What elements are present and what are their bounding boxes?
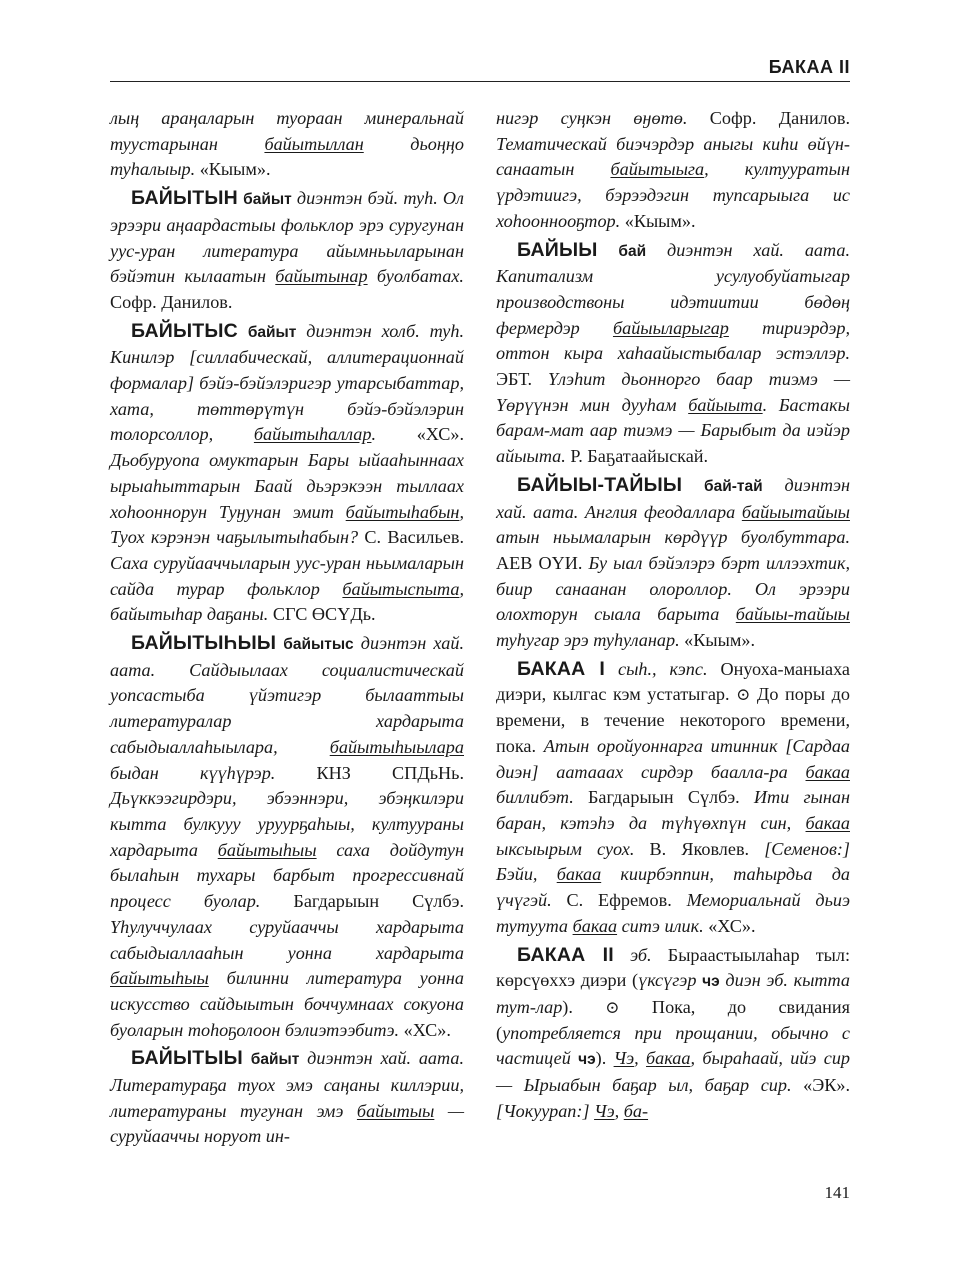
entry-continuation: нигэр суӊкэн өӈөтө. Софр. Данилов. Тематическай биэчэрдэр аныгы киһи өйүн-санаатын байытыыга, култууратын үрдэтиигэ, бэрээдэгин тупсарыыга ис хоһооннооҕтор. «Кыым». <box>496 108 850 231</box>
dictionary-entry: БАЙЫТЫҺЫЫ байытыс диэнтэн хай. аата. Сайдыылаах социалистическай уопсастыба үйэтигэр былааттыы литературалар хардарыта сабыдыаллаһыылара, байытыһыылара быдан күүһүрэр. КНЗ СПДьНь. Дьүккээгирдэри, эбээннэри, эбэӊкилэри кытта булкууу уруурҕаһыы, култуураны хардарыта байытыһыы саха дойдутун былаһын тухары барбыт прогрессивнай процесс буолар. Багдарыын Сүлбэ. Үһулуччулаах суруйааччы хардарыта сабыдыаллааһын уонна хардарыта байытыһыы билинни литература уонна искусство сайдыытын боччумнаах сокуона буоларын тоһоҕолоон бэлиэтээбитэ. «ХС». <box>110 632 464 1040</box>
dictionary-entry: БАЙЫТЫН байыт диэнтэн бэй. туһ. Ол эрээри аӊаардастыы фольклор эрэ суругунан уус-уран литература айымньыларынан бэйэтин кылаатын байытынар буолбатах. Софр. Данилов. <box>110 187 464 312</box>
dictionary-entry: БАЙЫТЫС байыт диэнтэн холб. туһ. Кинилэр [силлабическай, аллитерационнай формалар] бэйэ-бэйэлэригэр утарсыбаттар, хата, төттөрүтүн бэйэ-бэйэлэрин толорсоллор, байытыһаллар. «ХС». Дьобуруопа омуктарын Бары ыйааһыннаах ырыаһыттарын Баай дьэрэкээн тыллаах хоһооннорун Туӈунан эмит байытыһабын, Туох кэрэнэн чаҕылытыһабын? С. Васильев. Саха суруйааччыларын уус-уран ньымаларын сайда турар фольклор байытыспыта, байытыһар даҕаны. СГС ӨСҮДь. <box>110 319 465 625</box>
headword: БАЙЫТЫЫ <box>131 1047 243 1070</box>
dictionary-entry: БАЙЫЫ бай диэнтэн хай. аата. Капитализм усулуобуйатыгар производствоны идэтиитии бөдөӊ фермердэр байыыларыгар тириэрдэр, оттон кыра хаһаайыстыбалар эстэллэр. ЭБТ. Үлэһит дьоннорго баар тиэмэ — Үөрүүнэн мин дууһам байыыта. Бастакы барам-мат аар тиэмэ — Барыбыт да иэйэр айыыта. Р. Баҕатаайыскай. <box>496 238 851 467</box>
dictionary-entry: БАЙЫТЫЫ байыт диэнтэн хай. аата. Литератураҕа туох эмэ саӊаны киллэрии, литератураны тугунан эмэ байытыы — суруйааччы норуот ин- <box>110 1047 465 1147</box>
left-column <box>110 106 464 1150</box>
right-column <box>496 106 850 1124</box>
headword: БАКАА I <box>517 657 606 680</box>
page-header <box>110 55 850 82</box>
headword: БАЙЫТЫҺЫЫ <box>131 632 277 655</box>
dictionary-entry: БАКАА I сыһ., кэпс. Онуоха-маныаха диэри, кылгас кэм устатыгар. ⊙ До поры до времени, в течение некоторого времени, пока. Атын оройуоннарга итинник [Сардаа диэн] аатааах сирдэр баалла-ра бакаа биллибэт. Багдарыын Сүлбэ. Ити гынан баран, кэтэһэ да түһүөхпүн син, бакаа ыксыырым суох. В. Яковлев. [Семенов:] Бэйи, бакаа киирбэппин, таһырдьа да үчүгэй. С. Ефремов. Мемориальнай дьиэ тутуута бакаа ситэ илик. «ХС». <box>496 657 851 936</box>
dictionary-entry: БАКАА II эб. Быраастыылаһар тыл: көрсүөххэ диэри (үксүгэр чэ диэн эб. кытта тут-лар). ⊙ Пока, до свидания (употребляется при прощании, обычно с частицей чэ). Чэ, бакаа, быраһаай, ийэ сир — Ырыабын баҕар ыл, баҕар сир. «ЭК». [Чокуурап:] Чэ, ба- <box>496 943 851 1121</box>
headword: БАКАА II <box>517 943 614 966</box>
dictionary-entry: БАЙЫЫ-ТАЙЫЫ бай-тай диэнтэн хай. аата. Англия феодаллара байыытайыы атын ньымаларын көрдүүр буолбуттара. АЕВ ОҮИ. Бу ыал бэйэлэрэ бэрт иллээхтик, биир санаанан олороллор. Ол эрээри олохторун сыала барыта байыы-тайыы туһугар эрэ туһуланар. «Кыым». <box>496 473 851 651</box>
headword: БАЙЫТЫС <box>131 319 238 342</box>
running-head: БАКАА II <box>768 57 850 77</box>
headword: БАЙЫТЫН <box>131 187 238 210</box>
page-number: 141 <box>824 1183 850 1202</box>
headword: БАЙЫЫ <box>517 238 598 261</box>
entry-continuation: лыӊ араӊаларын туораан минеральнай туустарынан байытыллан дьоӊӊо туһалыыр. «Кыым». <box>110 108 464 180</box>
headword: БАЙЫЫ-ТАЙЫЫ <box>517 473 683 496</box>
